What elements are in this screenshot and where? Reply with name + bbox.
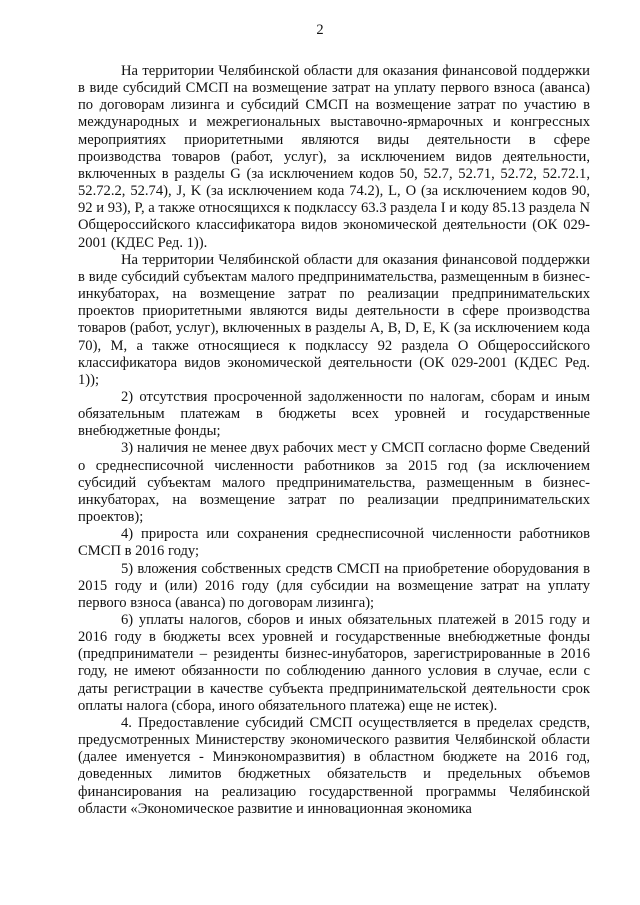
paragraph-condition-4: 4) прироста или сохранения среднесписочной численности работников СМСП в 2016 году; xyxy=(78,526,590,560)
page-number: 2 xyxy=(316,22,324,38)
paragraph-priority-activities-incubators: На территории Челябинской области для оказания финансовой поддержки в виде субсидий субъектам малого предпринимательства, размещенным в бизнес-инкубаторах, на возмещение затрат по реализации предпринимательских проектов приоритетными являются виды деятельности в сфере производства товаров (работ, услуг), включенных в разделы A, B, D, E, K (за исключением кода 70), M, а также относящиеся к подклассу 92 раздела O Общероссийского классификатора видов экономической деятельности (ОК 029-2001 (КДЕС Ред. 1)); xyxy=(78,251,590,388)
paragraph-section-4: 4. Предоставление субсидий СМСП осуществляется в пределах средств, предусмотренных Министерству экономического развития Челябинской области (далее именуется - Минэкономразвития) в областном бюджете на 2016 год, доведенных лимитов бюджетных обязательств и предельных объемов финансирования на реализацию государственной программы Челябинской области «Экономическое развитие и инновационная экономика xyxy=(78,714,590,817)
paragraph-condition-2: 2) отсутствия просроченной задолженности по налогам, сборам и иным обязательным платежам в бюджеты всех уровней и государственные внебюджетные фонды; xyxy=(78,388,590,440)
paragraph-condition-3: 3) наличия не менее двух рабочих мест у СМСП согласно форме Сведений о среднесписочной численности работников за 2015 год (за исключением субсидий субъектам малого предпринимательства, размещенным в бизнес-инкубаторах, на возмещение затрат по реализации предпринимательских проектов); xyxy=(78,440,590,526)
document-body xyxy=(78,63,590,818)
paragraph-condition-5: 5) вложения собственных средств СМСП на приобретение оборудования в 2015 году и (или) 2016 году (для субсидии на возмещение затрат на уплату первого взноса (аванса) по договорам лизинга); xyxy=(78,560,590,611)
paragraph-condition-6: 6) уплаты налогов, сборов и иных обязательных платежей в 2015 году и 2016 году в бюджеты всех уровней и государственные внебюджетные фонды (предприниматели – резиденты бизнес-инубаторов, зарегистрированные в 2016 году, не имеют обязанности по соблюдению данного условия в случае, если с даты регистрации в качестве субъекта предпринимательской деятельности срок оплаты налога (сбора, иного обязательного платежа) еще не истек). xyxy=(78,612,590,714)
paragraph-priority-activities-leasing: На территории Челябинской области для оказания финансовой поддержки в виде субсидий СМСП на возмещение затрат на уплату первого взноса (аванса) по договорам лизинга и субсидий СМСП на возмещение затрат по участию в международных и межрегиональных выставочно-ярмарочных и конгрессных мероприятиях приоритетными являются виды деятельности в сфере производства товаров (работ, услуг), за исключением видов деятельности, включенных в разделы G (за исключением кодов 50, 52.7, 52.71, 52.72, 52.72.1, 52.72.2, 52.74), J, K (за исключением кода 74.2), L, O (за исключением кодов 90, 92 и 93), P, а также относящихся к подклассу 63.3 раздела I и коду 85.13 раздела N Общероссийского классификатора видов экономической деятельности (ОК 029-2001 (КДЕС Ред. 1)). xyxy=(78,63,590,251)
